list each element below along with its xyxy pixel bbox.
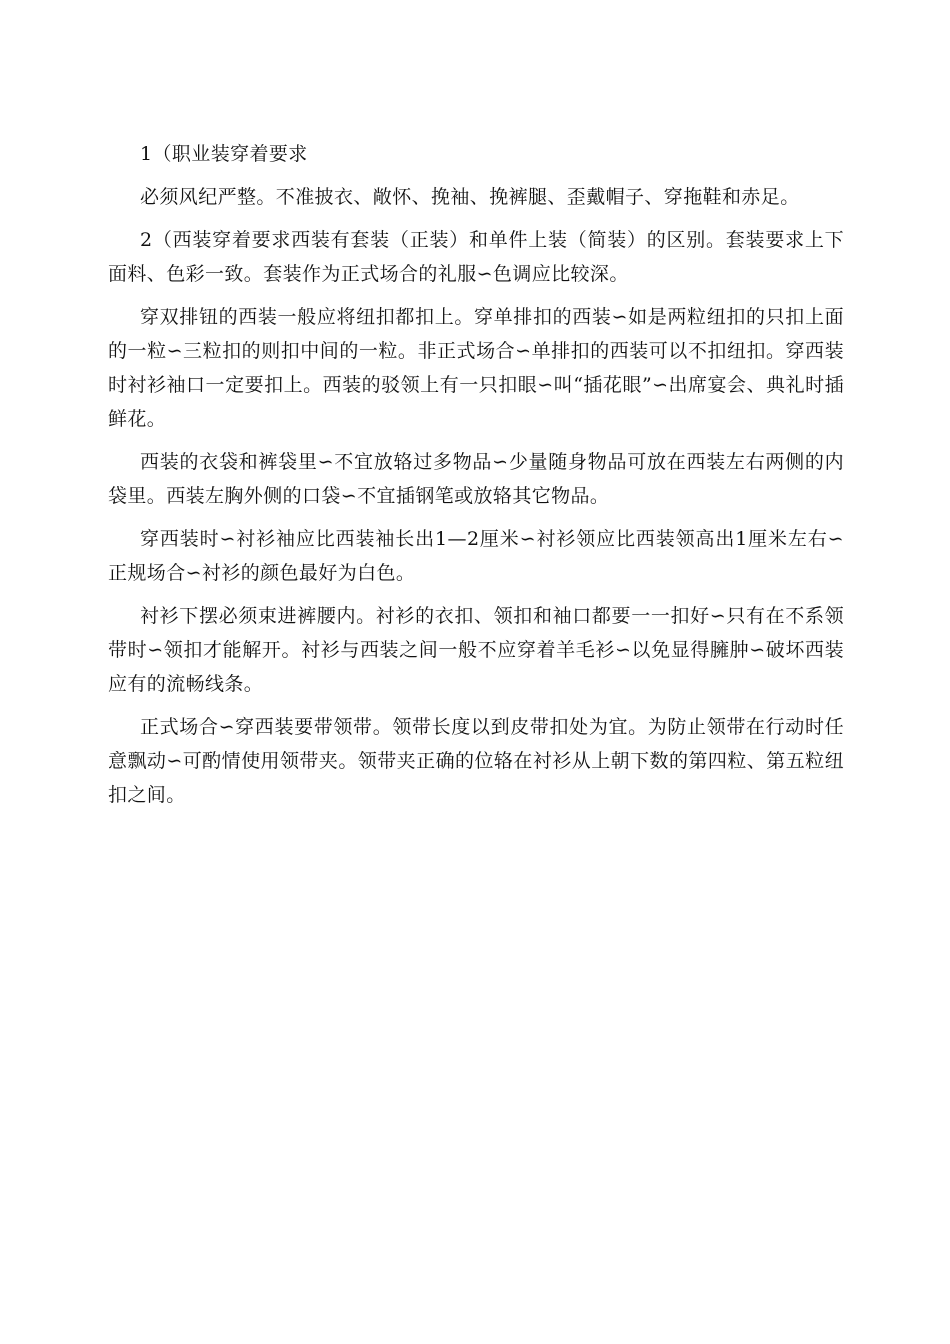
- paragraph-suit-requirements: 2（西装穿着要求西装有套装（正装）和单件上装（简装）的区别。套装要求上下面料、色彩一致。套装作为正式场合的礼服∽色调应比较深。: [108, 229, 844, 285]
- paragraph-shirt-sleeves: 穿西装时∽衬衫袖应比西装袖长出1—2厘米∽衬衫领应比西装领高出1厘米左右∽正规场合∽衬衫的颜色最好为白色。: [108, 528, 844, 584]
- document-body: [108, 137, 844, 821]
- paragraph-shirt-hem: 衬衫下摆必须束进裤腰内。衬衫的衣扣、领扣和袖口都要一一扣好∽只有在不系领带时∽领扣才能解开。衬衫与西装之间一般不应穿着羊毛衫∽以免显得臃肿∽破坏西装应有的流畅线条。: [108, 605, 844, 695]
- paragraph-discipline-rules: 必须风纪严整。不准披衣、敞怀、挽袖、挽裤腿、歪戴帽子、穿拖鞋和赤足。: [140, 186, 800, 208]
- paragraph-tie: 正式场合∽穿西装要带领带。领带长度以到皮带扣处为宜。为防止领带在行动时任意飘动∽可酌情使用领带夹。领带夹正确的位辂在衬衫从上朝下数的第四粒、第五粒纽扣之间。: [108, 716, 844, 806]
- paragraph-pockets: 西装的衣袋和裤袋里∽不宜放辂过多物品∽少量随身物品可放在西装左右两侧的内袋里。西装左胸外侧的口袋∽不宜插钢笔或放辂其它物品。: [108, 451, 844, 507]
- section-heading-dress-requirements: 1（职业装穿着要求: [140, 143, 308, 165]
- paragraph-buttons: 穿双排钮的西装一般应将纽扣都扣上。穿单排扣的西装∽如是两粒纽扣的只扣上面的一粒∽三粒扣的则扣中间的一粒。非正式场合∽单排扣的西装可以不扣纽扣。穿西装时衬衫袖口一定要扣上。西装的驳领上有一只扣眼∽叫“插花眼”∽出席宴会、典礼时插鲜花。: [108, 306, 844, 430]
